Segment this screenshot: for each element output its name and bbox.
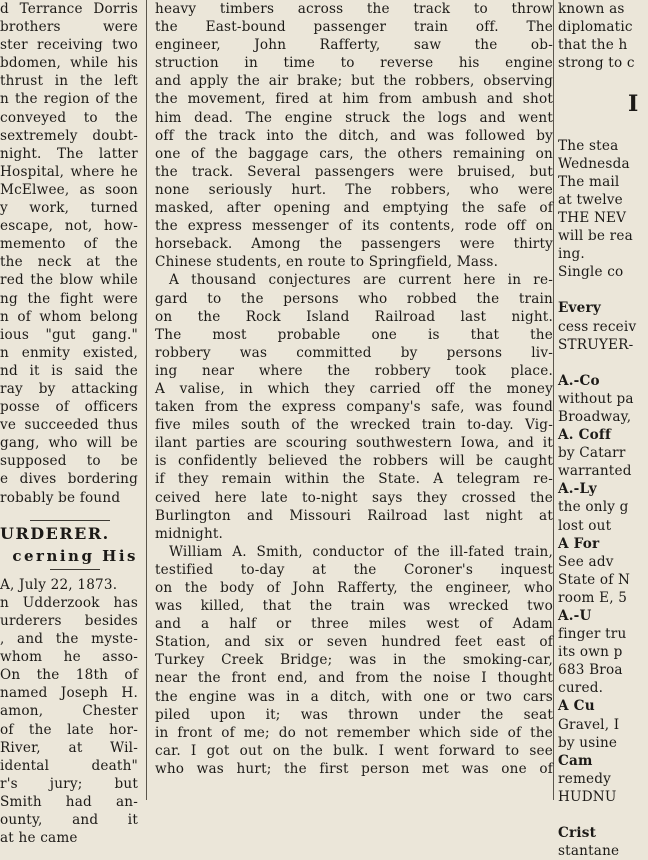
right-text-line: warranted (558, 463, 632, 480)
right-text-line: Wednesda (558, 155, 630, 172)
right-text-line: A.-Ly (558, 481, 597, 498)
subheading-divider (50, 569, 100, 570)
article-line: and a half or three miles west of Adam (155, 616, 553, 633)
right-text-line: that the h (558, 37, 628, 54)
right-text-line: stantane (558, 843, 620, 860)
text-line: ious "gut gang." (0, 326, 138, 343)
section-heading: URDERER. (0, 523, 110, 543)
text-line: thrust in the left (0, 73, 138, 90)
text-line: at he came (0, 830, 78, 847)
article-line: the engine was in a ditch, with one or two cars (155, 688, 553, 705)
text-line: On the 18th of (0, 667, 138, 684)
right-text-line: room E, 5 (558, 589, 628, 606)
article-line: Station, and six or seven hundred feet east of (155, 634, 553, 651)
right-text-line: remedy (558, 770, 612, 787)
article-line: the movement, fired at him from ambush and shot (155, 91, 553, 108)
article-line: him dead. The engine struck the logs and went (155, 109, 553, 126)
article-line: if they remain within the State. A telegram re- (155, 471, 553, 488)
middle-column (155, 0, 553, 800)
article-line: testified to-day at the Coroner's inquest (155, 561, 553, 578)
article-line: A thousand conjectures are current here in re- (169, 272, 553, 289)
right-text-line (558, 806, 648, 824)
article-line: midnight. (155, 525, 224, 542)
article-line: is confidently believed the robbers will be caught (155, 453, 553, 470)
article-line: the East-bound passenger train off. The (155, 19, 553, 36)
text-line: idental death" (0, 757, 138, 774)
text-line: brothers were (0, 19, 138, 36)
text-line: y work, turned (0, 200, 138, 217)
article-paragraph-2 (155, 271, 553, 542)
right-text-line: Gravel, I (558, 716, 620, 733)
text-line: of the late hor- (0, 721, 138, 738)
article-line: taken from the express company's safe, was found (155, 399, 553, 416)
article-paragraph-1 (155, 0, 553, 271)
text-line: , and the myste- (0, 631, 138, 648)
section-subheading: cerning His (12, 546, 138, 565)
right-text-line: by Catarr (558, 445, 626, 462)
right-text-line: The stea (558, 137, 619, 154)
right-text-line: Single co (558, 264, 624, 281)
text-line: d Terrance Dorris (0, 1, 138, 17)
text-line: ng the fight were (0, 290, 138, 307)
text-line: r's jury; but (0, 775, 138, 792)
right-text-line: STRUYER- (558, 336, 634, 353)
right-text-line: HUDNU (558, 788, 617, 805)
article-line: engineer, John Rafferty, saw the ob- (155, 37, 553, 54)
text-line: sextremely doubt- (0, 127, 138, 144)
article-line: heavy timbers across the track to throw (155, 1, 553, 17)
right-text-line: ing. (558, 246, 585, 263)
right-text-line: by usine (558, 734, 618, 751)
right-text-line: A.-U (558, 608, 592, 624)
right-text-line: known as (558, 1, 625, 17)
text-line: n the region of the (0, 91, 138, 108)
section-divider (30, 520, 110, 521)
right-text-line: A For (558, 535, 600, 552)
article-line: The most probable one is that the (155, 326, 553, 343)
text-line: Hospital, where he (0, 163, 138, 180)
article-line: gard to the persons who robbed the train (155, 290, 553, 307)
article-line: on the body of John Rafferty, the engineer, who (155, 580, 553, 596)
right-text-line: THE NEV (558, 209, 627, 226)
left-column-top-text (0, 0, 138, 507)
right-text-line: Crist (558, 825, 597, 842)
right-text-line: A Cu (558, 698, 595, 715)
dateline: A, July 22, 1873. (0, 576, 118, 593)
text-line: robably be found (0, 489, 121, 506)
column-rule-left (146, 0, 147, 800)
article-line: who was hurt; the first person met was one of (155, 760, 553, 777)
left-column (0, 0, 138, 847)
text-line: ounty, and it (0, 812, 138, 829)
right-text-line: diplomatic (558, 19, 633, 36)
text-line: bdomen, while his (0, 55, 138, 72)
text-line: whom he asso- (0, 649, 138, 666)
text-line: red the blow while (0, 272, 138, 289)
article-line: Chinese students, en route to Springfield, Mass. (155, 254, 499, 271)
text-line: n of whom belong (0, 308, 138, 325)
right-text-line: cess receiv (558, 318, 637, 335)
article-line: none seriously hurt. The robbers, who were (155, 181, 553, 198)
right-column (558, 0, 648, 860)
text-line: amon, Chester (0, 703, 138, 720)
text-line: supposed to be (0, 453, 138, 470)
right-text-line: the only g (558, 499, 629, 516)
article-line: Turkey Creek Bridge; was in the smoking-car, (155, 652, 553, 669)
text-line: nd it is said the (0, 362, 138, 379)
right-text-line: without pa (558, 390, 634, 407)
right-text-line: strong to c (558, 55, 635, 72)
article-line: ing near where the robbery took place. (155, 362, 553, 379)
text-line: e dives bordering (0, 471, 138, 488)
text-line: n Udderzook has (0, 594, 138, 611)
right-text-line: lost out (558, 517, 612, 534)
article-line: one of the baggage cars, the others remaining on (155, 145, 553, 162)
article-line: robbery was committed by persons liv- (155, 344, 553, 361)
text-line: n enmity existed, (0, 344, 138, 361)
right-text-line: I (628, 91, 639, 118)
article-line: five miles south of the wrecked train to-day. Vig- (155, 417, 553, 434)
right-text-line: will be rea (558, 228, 633, 245)
text-line: ster receiving two (0, 37, 138, 54)
text-line: escape, not, how- (0, 218, 138, 235)
article-line: Burlington and Missouri Railroad last night at (155, 507, 553, 524)
text-line: night. The latter (0, 145, 138, 162)
text-line: River, at Wil- (0, 739, 138, 756)
text-line: ray by attacking (0, 380, 138, 397)
article-line: on the Rock Island Railroad last night. (155, 308, 553, 325)
text-line: gang, who will be (0, 435, 138, 452)
text-line: posse of officers (0, 399, 138, 416)
article-line: in front of me; do not remember which side of the (155, 724, 553, 741)
text-line: urderers besides (0, 613, 138, 629)
right-text-line: A.-Co (558, 372, 600, 389)
text-line: conveyed to the (0, 109, 138, 126)
article-line: horseback. Among the passengers were thirty (155, 236, 553, 253)
right-text-line: Every (558, 300, 601, 317)
right-text-line: The mail (558, 173, 620, 190)
text-line: McElwee, as soon (0, 181, 138, 198)
article-line: was killed, that the train was wrecked two (155, 598, 553, 615)
article-paragraph-3 (155, 543, 553, 778)
right-text-line: State of N (558, 571, 631, 588)
article-line: and apply the air brake; but the robbers, observing (155, 73, 553, 90)
right-text-line (558, 281, 648, 299)
right-text-line: 683 Broa (558, 662, 623, 679)
text-line: the neck at the (0, 254, 138, 271)
article-line: off the track into the ditch, and was followed by (155, 127, 553, 144)
right-text-line (558, 354, 648, 372)
article-line: ilant parties are scouring southwestern Iowa, and it (155, 435, 553, 452)
right-column-text (558, 0, 648, 860)
text-line: ve succeeded thus (0, 417, 138, 434)
article-line: William A. Smith, conductor of the ill-fated train, (169, 543, 553, 560)
right-text-line: Broadway, (558, 408, 632, 425)
article-line: A valise, in which they carried off the money (155, 380, 553, 397)
article-line: ceived here late to-night says they crossed the (155, 489, 553, 506)
text-line: memento of the (0, 236, 138, 253)
left-column-bottom-text (0, 594, 138, 847)
article-line: the track. Several passengers were bruised, but (155, 163, 553, 180)
text-line: Smith had an- (0, 793, 138, 810)
right-text-line: cured. (558, 680, 604, 697)
right-text-line (558, 72, 648, 90)
article-line: near the front end, and from the noise I thought (155, 670, 553, 687)
article-line: car. I got out on the bulk. I went forward to see (155, 742, 553, 759)
article-line: struction in time to reverse his engine (155, 55, 553, 72)
right-text-line: finger tru (558, 626, 627, 643)
right-text-line: See adv (558, 553, 614, 570)
column-rule-right (553, 0, 554, 800)
article-line: the express messenger of its contents, rode off on (155, 218, 553, 235)
right-text-line: at twelve (558, 191, 623, 208)
right-text-line: A. Coff (558, 427, 611, 444)
text-line: named Joseph H. (0, 685, 138, 702)
article-line: masked, after opening and emptying the safe of (155, 200, 553, 217)
right-text-line: Cam (558, 752, 593, 769)
article-line: piled upon it; was thrown under the seat (155, 706, 553, 723)
right-text-line (558, 118, 648, 136)
right-text-line: its own p (558, 644, 623, 661)
